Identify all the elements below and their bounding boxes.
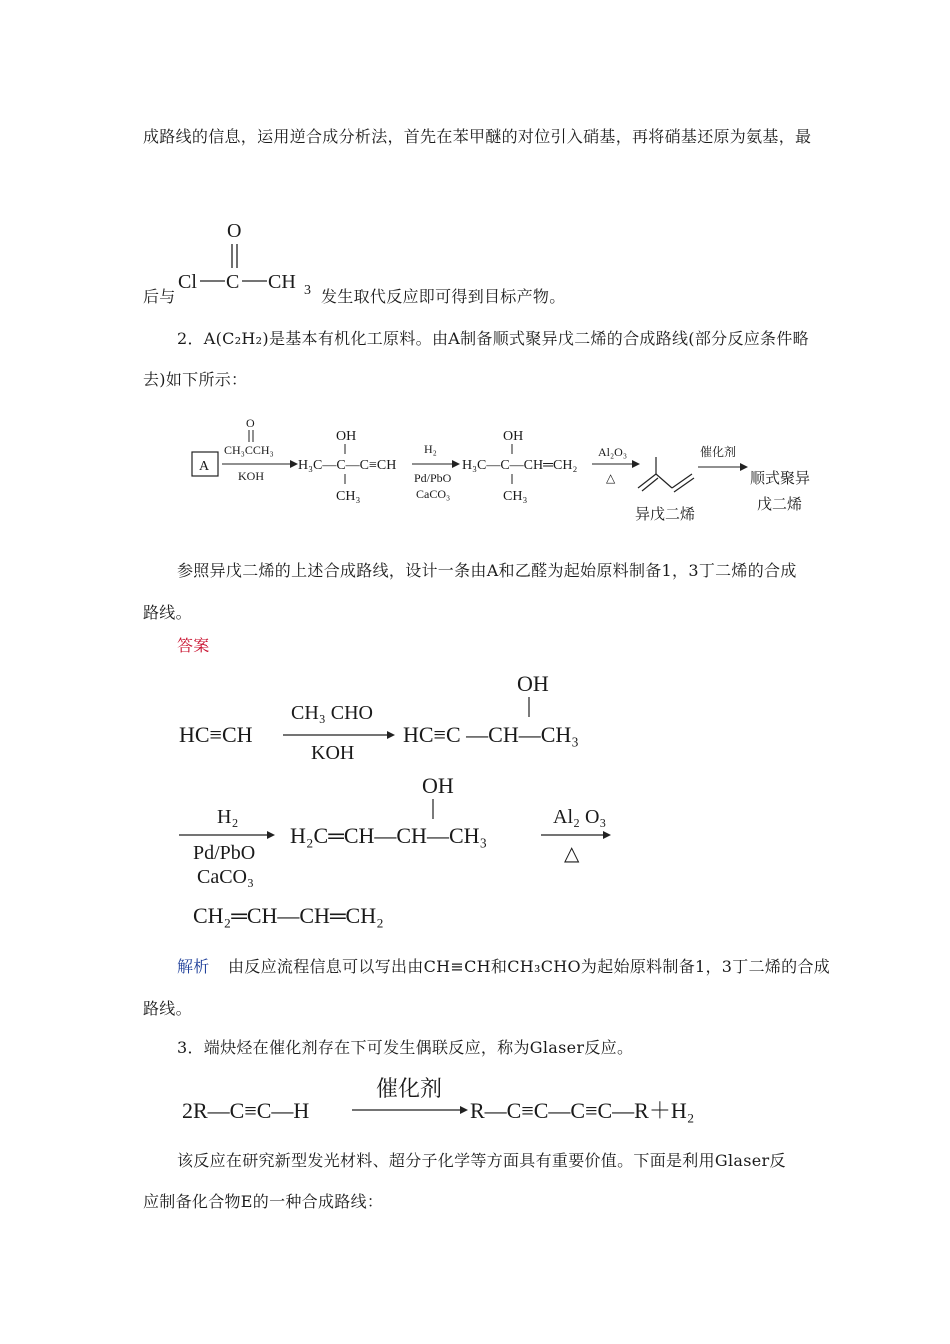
svg-text:△: △ bbox=[606, 471, 616, 485]
analysis-line-2: 路线。 bbox=[143, 999, 192, 1018]
q2-task-line-2: 路线。 bbox=[143, 603, 192, 622]
acyl-cl: Cl bbox=[178, 271, 197, 293]
svg-text:△: △ bbox=[564, 843, 580, 865]
isoprene-synthesis-route bbox=[180, 412, 820, 527]
text-line-2-suffix: 发生取代反应即可得到目标产物。 bbox=[321, 287, 566, 306]
product-line-1: 顺式聚异 bbox=[750, 471, 811, 487]
butenol: H₂C═CH—CH—CH₃ bbox=[290, 823, 488, 848]
svg-text:3: 3 bbox=[304, 283, 311, 298]
svg-text:CH₃: CH₃ bbox=[503, 489, 528, 504]
analysis-line-1: 由反应流程信息可以写出由CH≡CH和CH₃CHO为起始原料制备1，3丁二烯的合成 bbox=[228, 957, 831, 976]
svg-text:OH: OH bbox=[422, 773, 454, 798]
acyl-carbon: C bbox=[226, 271, 240, 293]
butadiene: CH₂═CH—CH═CH₂ bbox=[193, 903, 384, 928]
text-prefix-houyu: 后与 bbox=[143, 287, 176, 306]
svg-text:催化剂: 催化剂 bbox=[700, 445, 737, 459]
acetylene: HC≡CH bbox=[179, 722, 253, 747]
glaser-reaction bbox=[180, 1072, 780, 1132]
svg-text:OH: OH bbox=[503, 429, 524, 444]
svg-text:OH: OH bbox=[336, 429, 357, 444]
svg-text:CaCO₃: CaCO₃ bbox=[197, 866, 254, 888]
isoprene-skeleton bbox=[638, 457, 694, 492]
svg-text:Al₂O₃: Al₂O₃ bbox=[598, 445, 628, 459]
svg-text:OH: OH bbox=[517, 671, 549, 696]
q2-task-line-1: 参照异戊二烯的上述合成路线，设计一条由A和乙醛为起始原料制备1，3丁二烯的合成 bbox=[177, 561, 797, 580]
q3-desc-line-1: 该反应在研究新型发光材料、超分子化学等方面具有重要价值。下面是利用Glaser反 bbox=[177, 1151, 786, 1170]
svg-text:R—C≡C—C≡C—R＋H₂: R—C≡C—C≡C—R＋H₂ bbox=[470, 1098, 695, 1123]
q3-line: 3．端炔烃在催化剂存在下可发生偶联反应，称为Glaser反应。 bbox=[177, 1038, 634, 1057]
acetyl-chloride-structure bbox=[175, 212, 325, 302]
analysis-label: 解析 bbox=[177, 957, 210, 976]
svg-text:Al₂ O₃: Al₂ O₃ bbox=[553, 806, 607, 828]
answer-label: 答案 bbox=[177, 636, 210, 655]
text-line-1: 成路线的信息，运用逆合成分析法，首先在苯甲醚的对位引入硝基，再将硝基还原为氨基，最 bbox=[143, 127, 812, 146]
isoprene-label: 异戊二烯 bbox=[635, 507, 696, 523]
intermediate-1: H₃C—C—C≡CH bbox=[298, 458, 397, 473]
q3-desc-line-2: 应制备化合物E的一种合成路线： bbox=[143, 1192, 384, 1211]
svg-text:2R—C≡C—H: 2R—C≡C—H bbox=[182, 1098, 310, 1123]
svg-text:CH₃ CHO: CH₃ CHO bbox=[291, 702, 373, 724]
svg-text:催化剂: 催化剂 bbox=[376, 1076, 443, 1101]
svg-text:H₂: H₂ bbox=[424, 442, 437, 456]
svg-text:KOH: KOH bbox=[238, 469, 264, 483]
svg-text:CaCO₃: CaCO₃ bbox=[416, 487, 451, 501]
svg-text:KOH: KOH bbox=[311, 742, 355, 764]
q2-line-1: 2．A(C₂H₂)是基本有机化工原料。由A制备顺式聚异戊二烯的合成路线(部分反应条件略 bbox=[177, 329, 809, 348]
svg-text:H₂: H₂ bbox=[217, 806, 239, 828]
q2-line-2: 去)如下所示： bbox=[143, 370, 248, 389]
svg-text:Pd/PbO: Pd/PbO bbox=[414, 471, 452, 485]
acyl-oxygen: O bbox=[227, 220, 242, 242]
intermediate-2: H₃C—C—CH═CH₂ bbox=[462, 458, 578, 473]
svg-text:CH₃: CH₃ bbox=[336, 489, 361, 504]
butynol: HC≡C —CH—CH₃ bbox=[403, 722, 579, 747]
svg-text:Pd/PbO: Pd/PbO bbox=[193, 842, 256, 864]
product-line-2: 戊二烯 bbox=[757, 497, 803, 513]
box-a-label: A bbox=[199, 459, 210, 474]
acyl-ch3: CH bbox=[268, 271, 296, 293]
svg-text:CH₃CCH₃: CH₃CCH₃ bbox=[224, 443, 274, 457]
svg-text:O: O bbox=[246, 416, 255, 430]
butadiene-synthesis-route bbox=[175, 665, 695, 940]
